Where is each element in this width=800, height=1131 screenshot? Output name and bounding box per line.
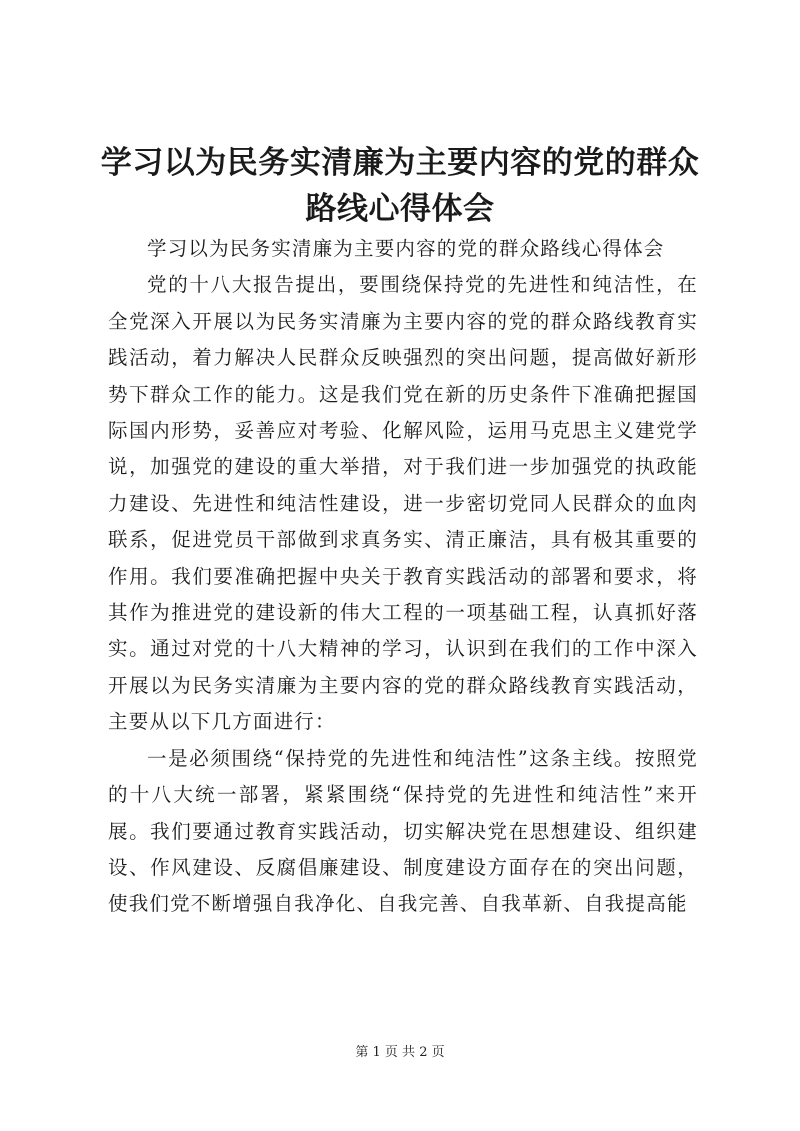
page-footer: 第 1 页 共 2 页 xyxy=(355,1045,445,1060)
document-title: 学习以为民务实清廉为主要内容的党的群众路线心得体会 xyxy=(100,145,700,227)
paragraph-point-one: 一是必须围绕“保持党的先进性和纯洁性”这条主线。按照党的十八大统一部署，紧紧围绕“保持党的先进性和纯洁性”来开展。我们要通过教育实践活动，切实解决党在思想建设、组织建设、作风建设、反腐倡廉建设、制度建设方面存在的突出问题，使我们党不断增强自我净化、自我完善、自我革新、自我提高能 xyxy=(108,746,698,916)
paragraph-intro: 党的十八大报告提出，要围绕保持党的先进性和纯洁性，在全党深入开展以为民务实清廉为主要内容的党的群众路线教育实践活动，着力解决人民群众反映强烈的突出问题，提高做好新形势下群众工作的能力。这是我们党在新的历史条件下准确把握国际国内形势，妥善应对考验、化解风险，运用马克思主义建党学说，加强党的建设的重大举措，对于我们进一步加强党的执政能力建设、先进性和纯洁性建设，进一步密切党同人民群众的血肉联系，促进党员干部做到求真务实、清正廉洁，具有极其重要的作用。我们要准确把握中央关于教育实践活动的部署和要求，将其作为推进党的建设新的伟大工程的一项基础工程，认真抓好落实。通过对党的十八大精神的学习，认识到在我们的工作中深入开展以为民务实清廉为主要内容的党的群众路线教育实践活动，主要从以下几方面进行： xyxy=(108,273,698,734)
paragraph-subtitle: 学习以为民务实清廉为主要内容的党的群众路线心得体会 xyxy=(147,237,665,260)
document-body xyxy=(108,231,698,923)
